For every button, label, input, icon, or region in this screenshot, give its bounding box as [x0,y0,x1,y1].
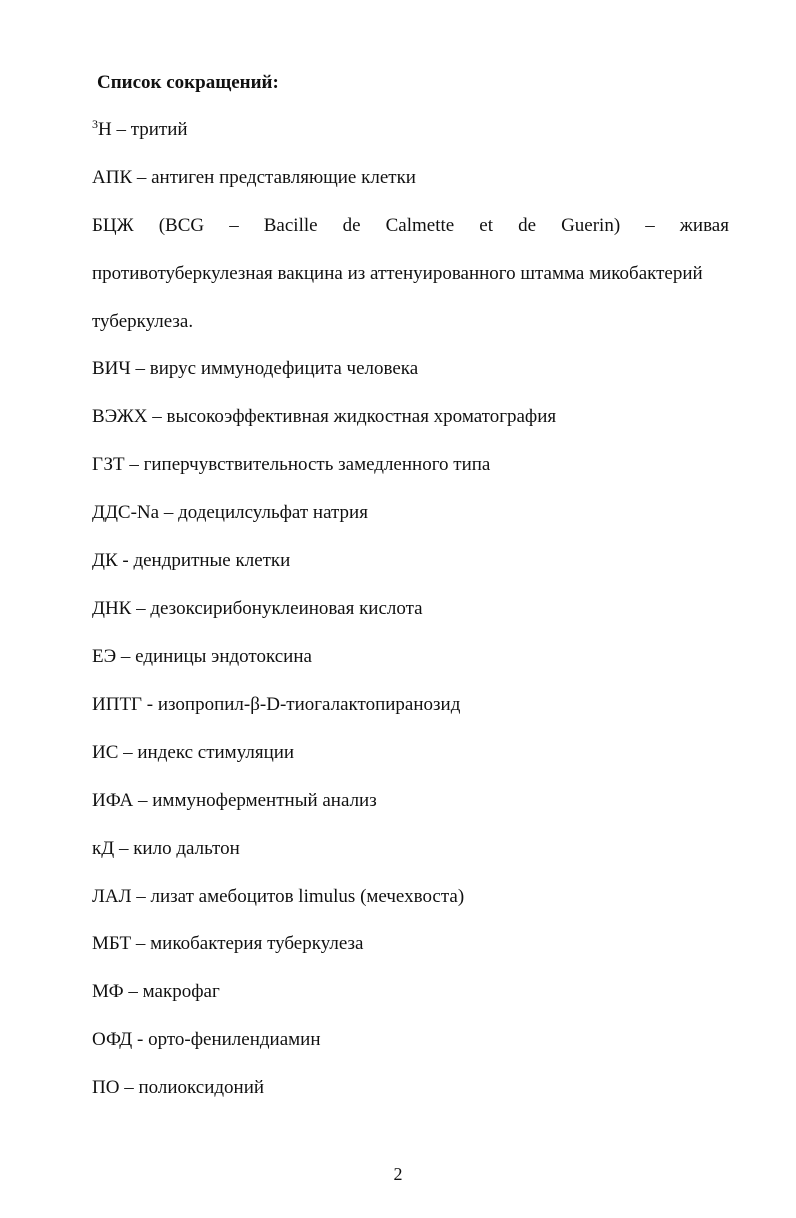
abbreviation-ifa: ИФА – иммуноферментный анализ [92,790,377,811]
abbreviation-is: ИС – индекс стимуляции [92,742,295,763]
bcg-word: БЦЖ [92,215,134,236]
bcg-word: – [229,215,239,236]
abbreviation-mbt: МБТ – микобактерия туберкулеза [92,933,364,954]
bcg-word: de [342,215,361,236]
abbreviation-vich: ВИЧ – вирус иммунодефицита человека [92,358,419,379]
bcg-word: (BCG [158,215,205,236]
bcg-word: et [479,215,493,236]
bcg-word: живая [679,215,729,236]
tritium-superscript: 3 [92,117,98,131]
bcg-word: – [645,215,655,236]
abbreviation-gzt: ГЗТ – гиперчувствительность замедленного типа [92,454,491,475]
page-title: Список сокращений: [97,72,279,93]
tritium-text: H – тритий [98,119,188,140]
bcg-word: Bacille [263,215,318,236]
abbreviation-dnk: ДНК – дезоксирибонуклеиновая кислота [92,598,423,619]
abbreviation-lal: ЛАЛ – лизат амебоцитов limulus (мечехвоста) [92,886,465,907]
abbreviation-tritium [92,117,188,143]
bcg-word: Calmette [385,215,455,236]
abbreviation-bcg-line-3: туберкулеза. [92,311,194,332]
abbreviation-ee: ЕЭ – единицы эндотоксина [92,646,312,667]
abbreviation-mf: МФ – макрофаг [92,981,220,1002]
abbreviation-apk: АПК – антиген представляющие клетки [92,167,416,188]
bcg-word: Guerin) [561,215,621,236]
abbreviation-dk: ДК - дендритные клетки [92,550,291,571]
abbreviation-kd: кД – кило дальтон [92,838,240,859]
abbreviation-ofd: ОФД - орто-фенилендиамин [92,1029,321,1050]
bcg-word: de [518,215,536,236]
abbreviation-iptg: ИПТГ - изопропил-β-D-тиогалактопиранозид [92,694,461,715]
page-number: 2 [393,1164,403,1184]
abbreviation-vezhkh: ВЭЖХ – высокоэффективная жидкостная хроматография [92,406,557,427]
abbreviation-dds-na: ДДС-Na – додецилсульфат натрия [92,502,368,523]
abbreviation-po: ПО – полиоксидоний [92,1077,265,1098]
abbreviation-bcg-line-2: противотуберкулезная вакцина из аттенуированного штамма микобактерий [92,263,703,284]
abbreviation-bcg-line-1 [92,213,729,239]
